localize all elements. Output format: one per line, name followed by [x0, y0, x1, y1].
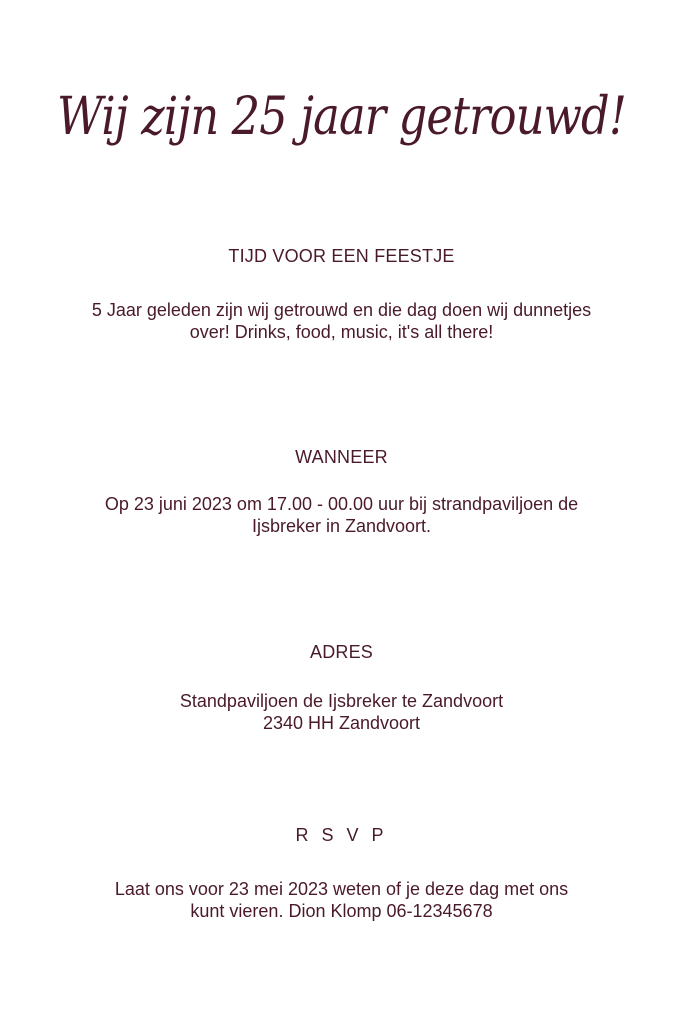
section-heading-address: ADRES	[309, 642, 373, 662]
section-body-address: Standpaviljoen de Ijsbreker te Zandvoort 2340 HH Zandvoort	[179, 691, 504, 733]
section-body-rsvp: Laat ons voor 23 mei 2023 weten of je deze dag met ons kunt vieren. Dion Klomp 06-12345678	[114, 879, 569, 921]
section-heading-when: WANNEER	[295, 447, 388, 467]
section-body-party: 5 Jaar geleden zijn wij getrouwd en die dag doen wij dunnetjes over! Drinks, food, music, it's all there!	[91, 300, 592, 342]
section-heading-party: TIJD VOOR EEN FEESTJE	[228, 246, 455, 266]
section-heading-rsvp: R S V P	[295, 825, 388, 845]
invitation-title: Wij zijn 25 jaar getrouwd!	[57, 87, 626, 147]
section-body-when: Op 23 juni 2023 om 17.00 - 00.00 uur bij strandpaviljoen de Ijsbreker in Zandvoort.	[104, 494, 579, 536]
